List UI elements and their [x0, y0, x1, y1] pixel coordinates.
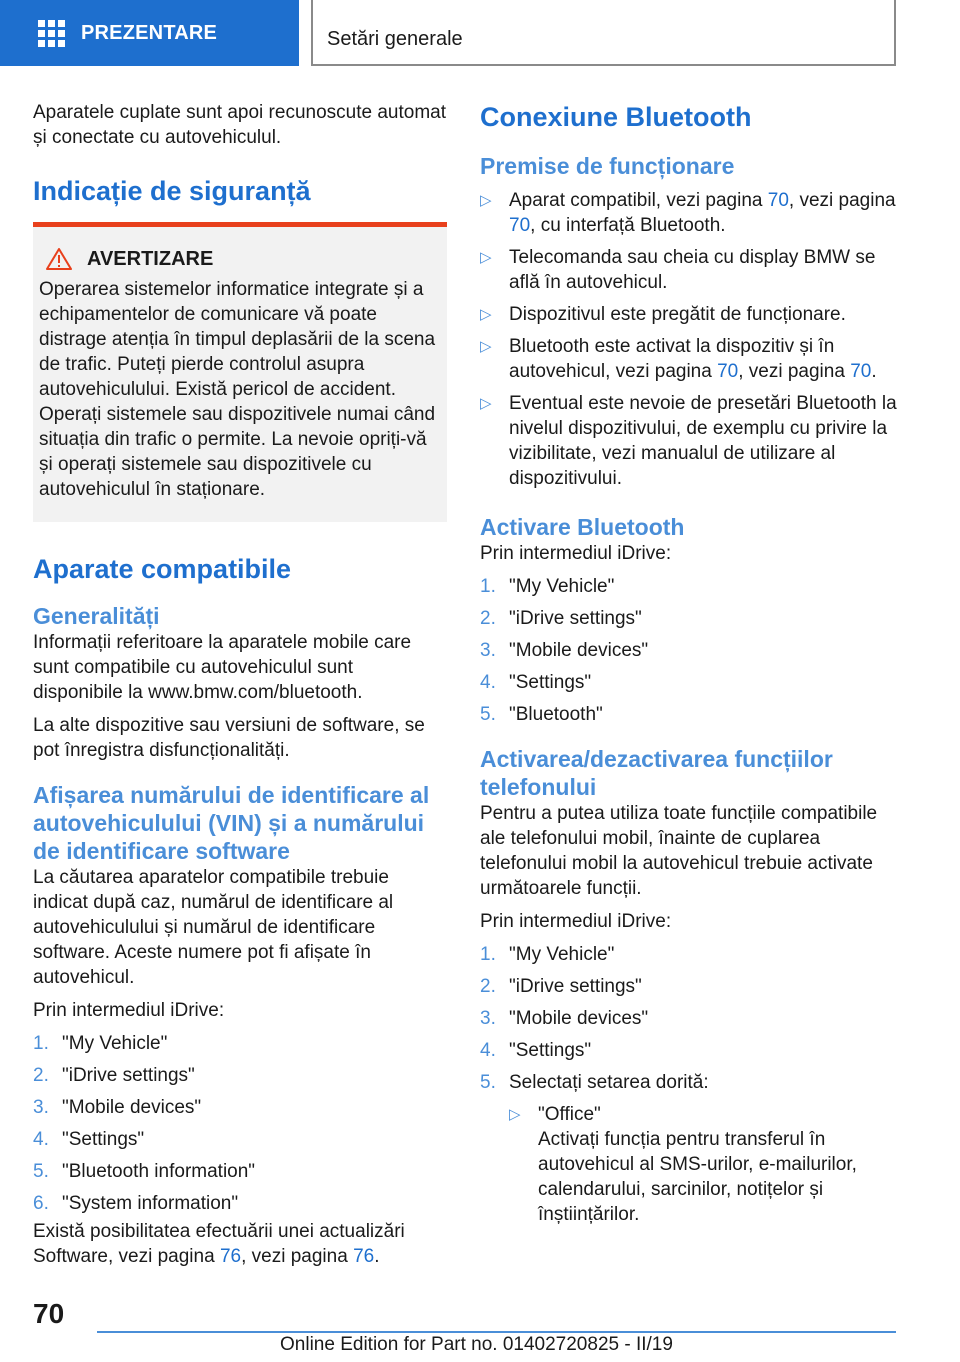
footer-edition: Online Edition for Part no. 01402720825 - II/19	[280, 1334, 673, 1355]
page-link[interactable]: 76	[219, 1246, 242, 1267]
warning-title: AVERTIZARE	[87, 247, 214, 270]
page-link[interactable]: 70	[850, 361, 872, 382]
list-item: 5. Selectați setarea dorită: ▷ "Office" Activați funcția pentru transferul în autovehicul al SMS-urilor, e-mailurilor, calendarului, sarcinilor, notițelor și înștiințărilor.	[480, 1070, 900, 1227]
activate-heading: Activare Bluetooth	[480, 514, 685, 540]
list-item: ▷ Eventual este nevoie de presetări Bluetooth la nivelul dispozitivului, de exemplu cu privire la vizibilitate, vezi manualul de utilizare al dispozitivului.	[480, 393, 897, 489]
vin-steps-list	[33, 1031, 447, 1216]
list-item: 4. "Settings"	[480, 1040, 592, 1061]
intro-paragraph: Aparatele cuplate sunt apoi recunoscute automat și conectate cu autovehiculul.	[33, 102, 446, 148]
phone-functions-heading: Activarea/dezactivarea funcțiilor telefonului	[480, 746, 833, 800]
general-paragraph-1: Informații referitoare la aparatele mobile care sunt compatibile cu autovehiculul sunt disponibile la www.bmw.com/bluetooth.	[33, 632, 412, 703]
list-item: 5. "Bluetooth"	[480, 704, 603, 725]
list-item: 3. "Mobile devices"	[480, 640, 649, 661]
left-column	[33, 100, 447, 1277]
page-header	[311, 0, 896, 66]
section-tab[interactable]	[0, 0, 299, 66]
footer-divider	[97, 1331, 896, 1333]
list-item: 2. "iDrive settings"	[33, 1065, 195, 1086]
list-item: 5. "Bluetooth information"	[33, 1161, 256, 1182]
list-item: 4. "Settings"	[480, 672, 592, 693]
page-link[interactable]: 70	[717, 361, 739, 382]
warning-triangle-icon	[45, 247, 73, 271]
safety-heading: Indicație de siguranță	[33, 176, 311, 206]
triangle-bullet-icon: ▷	[480, 306, 492, 323]
phone-paragraph-2: Prin intermediul iDrive:	[480, 911, 672, 932]
triangle-bullet-icon: ▷	[480, 192, 492, 209]
page-title: Setări generale	[327, 28, 463, 50]
section-label: PREZENTARE	[81, 21, 218, 44]
triangle-bullet-icon: ▷	[480, 395, 492, 412]
vin-paragraph-2: Prin intermediul iDrive:	[33, 1000, 225, 1021]
list-item: 6. "System information"	[33, 1193, 239, 1214]
activate-paragraph: Prin intermediul iDrive:	[480, 543, 672, 564]
list-item: ▷ Dispozitivul este pregătit de funcționare.	[480, 304, 846, 325]
page-link[interactable]: 70	[509, 215, 531, 236]
list-item: ▷ Telecomanda sau cheia cu display BMW se află în autovehicul.	[480, 247, 876, 293]
vin-paragraph-1: La căutarea aparatelor compatibile trebuie indicat după caz, numărul de identificare al autovehiculului și numărul de identificare software. Aceste numere pot fi afișate în autovehicul.	[33, 867, 394, 988]
prereq-heading: Premise de funcționare	[480, 153, 735, 179]
list-item: 3. "Mobile devices"	[480, 1008, 649, 1029]
list-item: 1. "My Vehicle"	[33, 1033, 168, 1054]
page-number: 70	[33, 1298, 65, 1329]
list-item: 1. "My Vehicle"	[480, 576, 615, 597]
vin-heading: Afișarea numărului de identificare al autovehiculului (VIN) și a numărului de identificare software	[33, 782, 430, 864]
list-item: 2. "iDrive settings"	[480, 608, 642, 629]
list-item: 3. "Mobile devices"	[33, 1097, 202, 1118]
grid-menu-icon	[38, 20, 65, 47]
warning-box	[33, 222, 447, 522]
general-heading: Generalități	[33, 603, 160, 629]
triangle-bullet-icon: ▷	[509, 1106, 521, 1123]
list-item: 2. "iDrive settings"	[480, 976, 642, 997]
office-sublist	[509, 1102, 900, 1227]
prereq-list	[480, 188, 900, 491]
compat-heading: Aparate compatibile	[33, 554, 292, 584]
list-item: ▷ Bluetooth este activat la dispozitiv și în autovehicul, vezi pagina 70, vezi pagina 70.	[480, 336, 877, 382]
vin-paragraph-3: Există posibilitatea efectuării unei actualizări Software, vezi pagina 76, vezi pagina 76.	[33, 1221, 405, 1267]
activate-steps-list	[480, 574, 900, 727]
bluetooth-heading: Conexiune Bluetooth	[480, 102, 752, 132]
general-paragraph-2: La alte dispozitive sau versiuni de software, se pot înregistra disfuncționalități.	[33, 715, 425, 761]
page-link[interactable]: 70	[767, 190, 789, 211]
phone-paragraph-1: Pentru a putea utiliza toate funcțiile compatibile ale telefonului mobil, înainte de cuplarea telefonului mobil la autovehicul trebuie activate următoarele funcții.	[480, 803, 878, 899]
phone-steps-list	[480, 942, 900, 1227]
list-item: 4. "Settings"	[33, 1129, 145, 1150]
warning-text: Operarea sistemelor informatice integrate și a echipamentelor de comunicare vă poate distrage atenția în timpul deplasării de la scena de trafic. Puteți pierde controlul asupra autovehiculului. Există pericol de accident. Operați sistemele sau dispozitivele numai când situația din trafic o permite. La nevoie opriți-vă și operați sistemele sau dispozitivele cu autovehiculul în staționare.	[39, 279, 436, 500]
list-item: ▷ Aparat compatibil, vezi pagina 70, vezi pagina 70, cu interfață Bluetooth.	[480, 190, 896, 236]
list-item: ▷ "Office" Activați funcția pentru transferul în autovehicul al SMS-urilor, e-mailurilor, calendarului, sarcinilor, notițelor și înștiințărilor.	[509, 1104, 857, 1225]
triangle-bullet-icon: ▷	[480, 249, 492, 266]
list-item: 1. "My Vehicle"	[480, 944, 615, 965]
triangle-bullet-icon: ▷	[480, 338, 492, 355]
page-link[interactable]: 76	[353, 1246, 375, 1267]
right-column	[480, 100, 900, 1234]
